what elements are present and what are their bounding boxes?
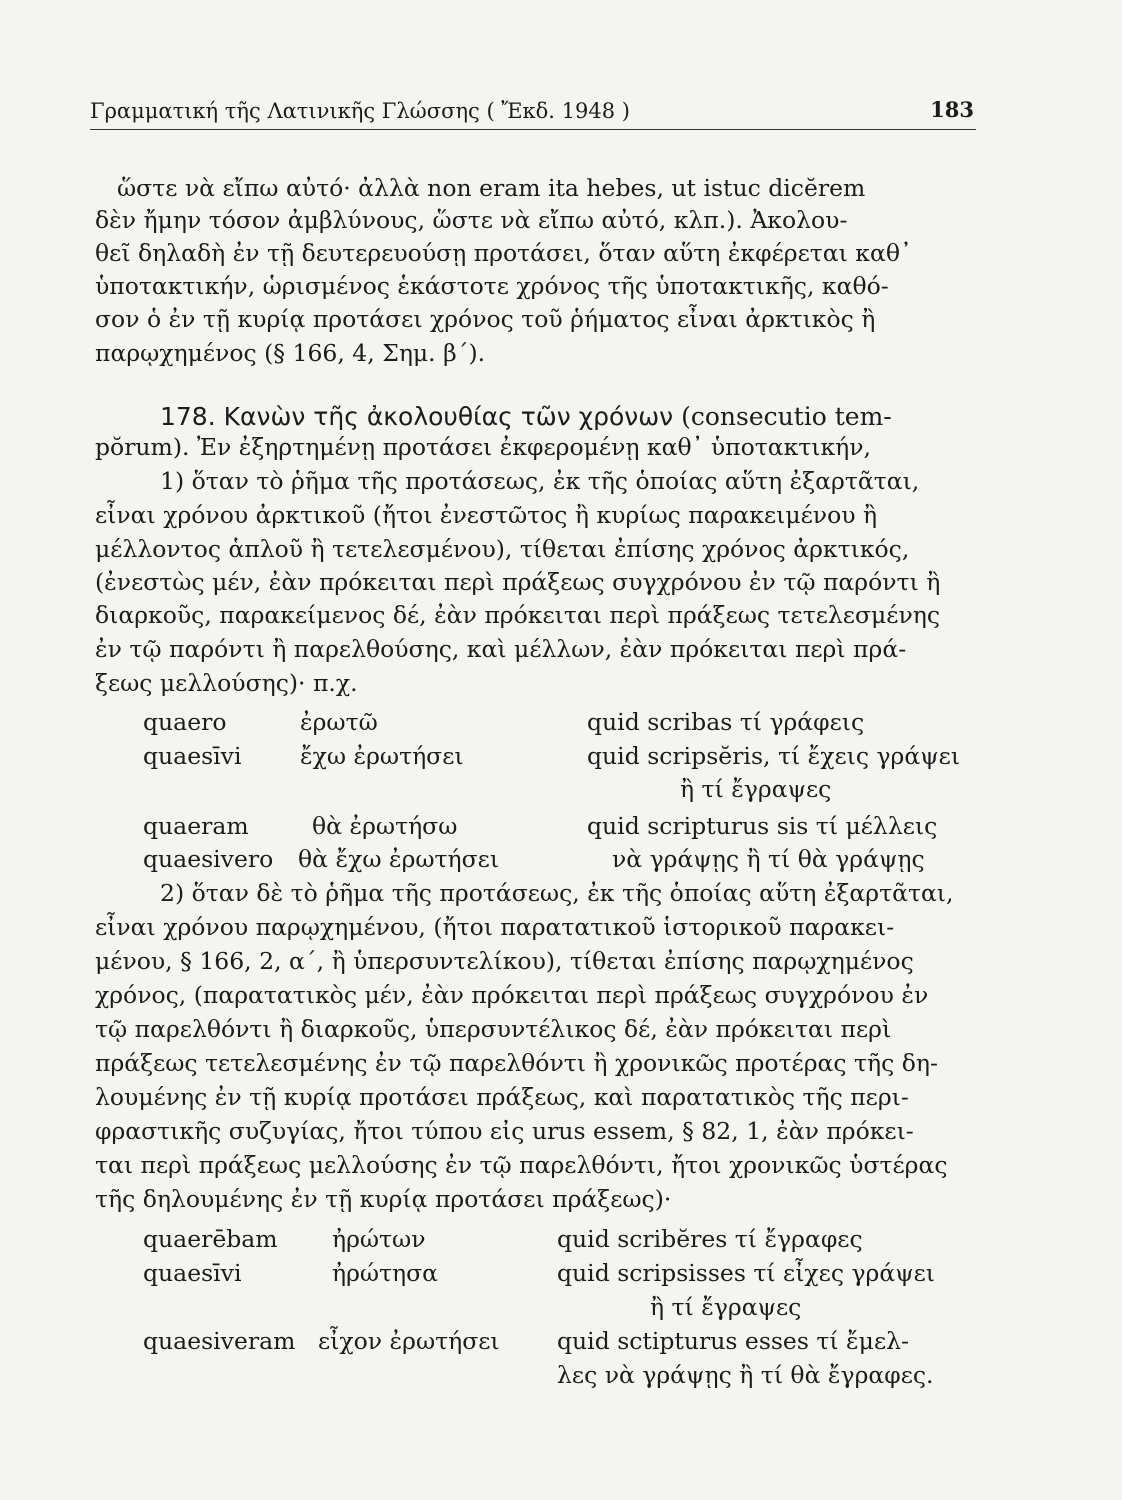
text-line: παρῳχημένος (§ 166, 4, Σημ. β΄).: [95, 339, 486, 367]
text-line: 1) ὅταν τὸ ῥῆμα τῆς προτάσεως, ἐκ τῆς ὁποίας αὕτη ἐξαρτᾶται,: [160, 467, 920, 495]
section-number: 178.: [160, 402, 216, 431]
text-line: χρόνος, (παρατατικὸς μέν, ἐὰν πρόκειται περὶ πράξεως συγχρόνου ἐν: [95, 981, 929, 1009]
example-latin: quaesiveram: [143, 1327, 296, 1355]
text-line: ὥστε νὰ εἴπω αὐτό· ἀλλὰ non eram ita hebes, ut istuc dicĕrem: [117, 174, 866, 202]
example-latin: quaesīvi: [143, 742, 242, 770]
text-line: εἶναι χρόνου παρῳχημένου, (ἤτοι παρατατικοῦ ἱστορικοῦ παρακει-: [95, 913, 895, 941]
example-latin: quaesīvi: [143, 1259, 242, 1287]
text-line: ὑποτακτικήν, ὡρισμένος ἑκάστοτε χρόνος τῆς ὑποτακτικῆς, καθό-: [95, 272, 889, 300]
example-latin: quaerēbam: [143, 1225, 278, 1253]
example-translation: quid scribĕres τί ἔγραφες: [557, 1225, 863, 1253]
example-translation: quid sctipturus esses τί ἔμελ-: [557, 1327, 909, 1355]
example-translation: ἢ τί ἔγραψες: [650, 1293, 802, 1321]
example-translation: quid scripsisses τί εἶχες γράψει: [557, 1259, 936, 1287]
text-line: pŏrum). Ἐν ἐξηρτημένῃ προτάσει ἐκφερομένῃ καθ᾽ ὑποτακτικήν,: [95, 433, 872, 461]
text-line: πράξεως τετελεσμένης ἐν τῷ παρελθόντι ἢ χρονικῶς προτέρας τῆς δη-: [95, 1049, 938, 1077]
text-line: λουμένης ἐν τῇ κυρίᾳ προτάσει πράξεως, καὶ παρατατικὸς τῆς περι-: [95, 1083, 909, 1111]
example-greek: θὰ ἔχω ἐρωτήσει: [298, 845, 500, 873]
example-latin: quaeram: [143, 812, 249, 840]
text-line: (ἐνεστὼς μέν, ἐὰν πρόκειται περὶ πράξεως συγχρόνου ἐν τῷ παρόντι ἢ: [95, 568, 941, 596]
text-line: δὲν ἤμην τόσον ἀμβλύνους, ὥστε νὰ εἴπω αὐτό, κλπ.). Ἀκολου-: [95, 206, 848, 234]
example-translation: quid scripturus sis τί μέλλεις: [587, 812, 938, 840]
example-latin: quaero: [143, 708, 227, 736]
text-line: θεῖ δηλαδὴ ἐν τῇ δευτερευούσῃ προτάσει, ὅταν αὕτη ἐκφέρεται καθ᾽: [95, 239, 912, 267]
example-greek: θὰ ἐρωτήσω: [312, 812, 458, 840]
example-greek: ἐρωτῶ: [300, 708, 378, 736]
example-translation: quid scribas τί γράφεις: [587, 708, 865, 736]
text-line: ἐν τῷ παρόντι ἢ παρελθούσης, καὶ μέλλων, ἐὰν πρόκειται περὶ πρά-: [95, 635, 907, 663]
example-translation: quid scripsĕris, τί ἔχεις γράψει: [587, 742, 961, 770]
example-greek: ἠρώτησα: [332, 1259, 439, 1287]
running-header: [90, 95, 976, 130]
text-line: μέλλοντος ἁπλοῦ ἢ τετελεσμένου), τίθεται ἐπίσης χρόνος ἀρκτικός,: [95, 535, 910, 563]
text-line: τῆς δηλουμένης ἐν τῇ κυρίᾳ προτάσει πράξεως)·: [95, 1185, 672, 1213]
example-greek: ἠρώτων: [332, 1225, 426, 1253]
section-title: Κανὼν τῆς ἀκολουθίας τῶν χρόνων: [223, 402, 674, 431]
example-translation: λες νὰ γράψῃς ἢ τί θὰ ἔγραφες.: [557, 1361, 934, 1389]
text-line: σον ὁ ἐν τῇ κυρίᾳ προτάσει χρόνος τοῦ ῥήματος εἶναι ἀρκτικὸς ἢ: [95, 305, 876, 333]
text-line: μένου, § 166, 2, α΄, ἢ ὑπερσυντελίκου), τίθεται ἐπίσης παρῳχημένος: [95, 947, 914, 975]
example-translation: ἢ τί ἔγραψες: [680, 775, 832, 803]
example-latin: quaesivero: [143, 845, 274, 873]
example-greek: εἶχον ἐρωτήσει: [318, 1327, 500, 1355]
page-number: 183: [930, 97, 974, 122]
text-line: τῷ παρελθόντι ἢ διαρκοῦς, ὑπερσυντέλικος δέ, ἐὰν πρόκειται περὶ: [95, 1015, 892, 1043]
example-translation: νὰ γράψῃς ἢ τί θὰ γράψῃς: [612, 845, 925, 873]
text-line: διαρκοῦς, παρακείμενος δέ, ἐὰν πρόκειται περὶ πράξεως τετελεσμένης: [95, 601, 940, 629]
text-line: ξεως μελλούσης)· π.χ.: [95, 669, 358, 697]
text-line: φραστικῆς συζυγίας, ἤτοι τύπου εἰς urus essem, § 82, 1, ἐὰν πρόκει-: [95, 1117, 914, 1145]
section-heading: [160, 402, 892, 432]
section-title-suffix: (consecutio tem-: [681, 402, 892, 431]
text-line: ται περὶ πράξεως μελλούσης ἐν τῷ παρελθόντι, ἤτοι χρονικῶς ὑστέρας: [95, 1151, 948, 1179]
header-title: Γραμματική τῆς Λατινικῆς Γλώσσης ( Ἔκδ. 1948 ): [90, 99, 630, 123]
text-line: 2) ὅταν δὲ τὸ ῥῆμα τῆς προτάσεως, ἐκ τῆς ὁποίας αὕτη ἐξαρτᾶται,: [160, 879, 954, 907]
text-line: εἶναι χρόνου ἀρκτικοῦ (ἤτοι ἐνεστῶτος ἢ κυρίως παρακειμένου ἢ: [95, 501, 878, 529]
example-greek: ἔχω ἐρωτήσει: [300, 742, 464, 770]
